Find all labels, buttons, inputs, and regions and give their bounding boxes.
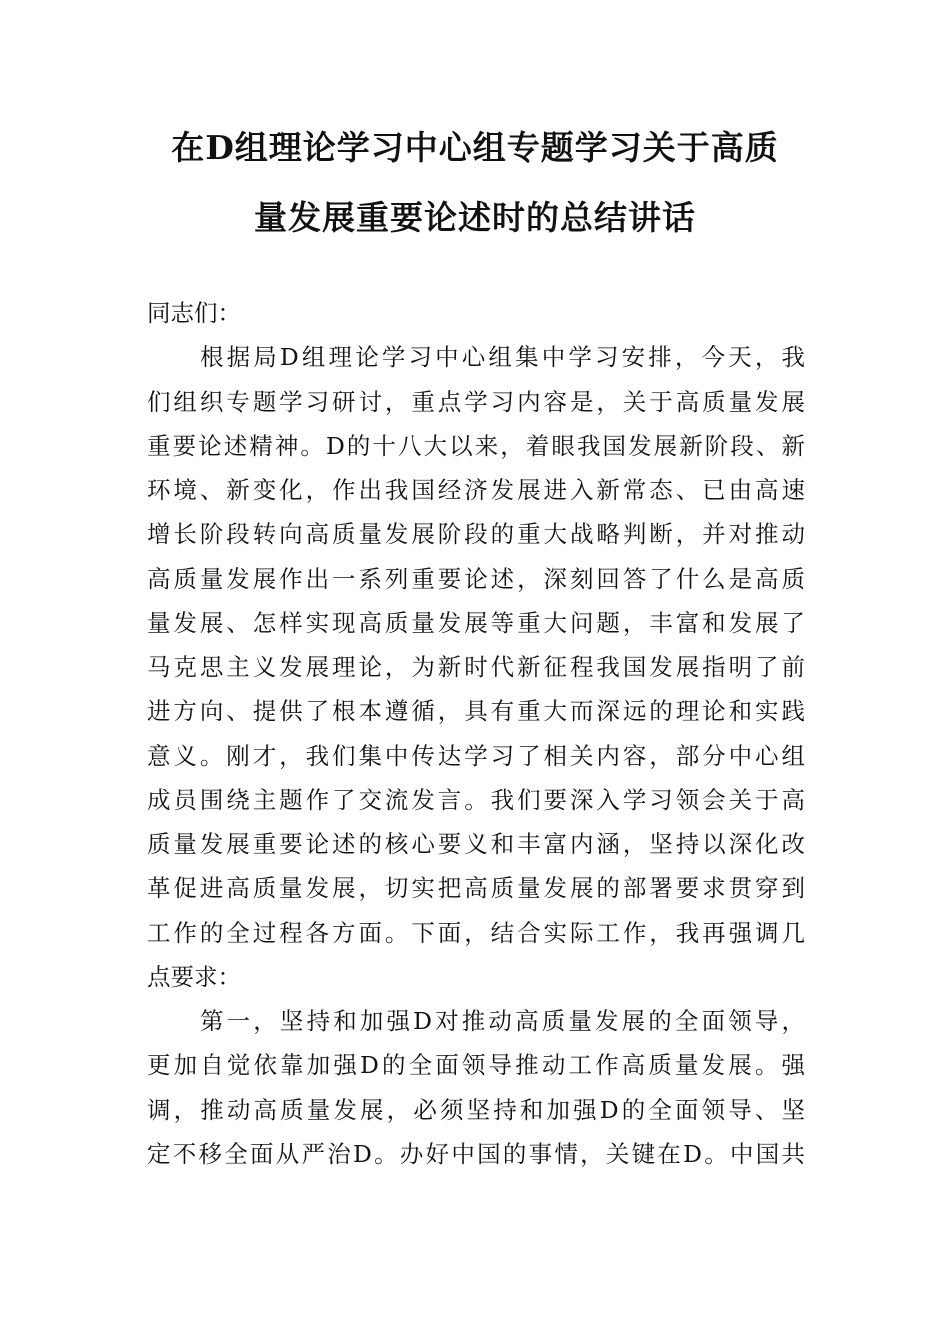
paragraph-2-line: 更加自觉依靠加强D的全面领导推动工作高质量发展。强 [147, 1051, 805, 1080]
paragraph-1-line: 质量发展重要论述的核心要义和丰富内涵，坚持以深化改 [147, 830, 805, 858]
paragraph-1-line: 进方向、提供了根本遵循，具有重大而深远的理论和实践 [147, 697, 805, 726]
paragraph-1-line: 环境、新变化，作出我国经济发展进入新常态、已由高速 [147, 476, 805, 504]
paragraph-2-line: 调，推动高质量发展，必须坚持和加强D的全面领导、坚 [147, 1095, 805, 1124]
document-title-line-2: 量发展重要论述时的总结讲话 [254, 198, 696, 237]
paragraph-1-line: 高质量发展作出一系列重要论述，深刻回答了什么是高质 [147, 564, 805, 593]
paragraph-1-line: 成员围绕主题作了交流发言。我们要深入学习领会关于高 [147, 785, 805, 814]
salutation: 同志们： [147, 299, 241, 327]
paragraph-1-line: 们组织专题学习研讨，重点学习内容是，关于高质量发展 [147, 387, 805, 416]
paragraph-1-line: 工作的全过程各方面。下面，结合实际工作，我再强调几 [147, 918, 805, 947]
paragraph-1-line: 量发展、怎样实现高质量发展等重大问题，丰富和发展了 [147, 608, 805, 637]
paragraph-1-line: 革促进高质量发展，切实把高质量发展的部署要求贯穿到 [147, 874, 805, 903]
document-title-line-1: 在D组理论学习中心组专题学习关于高质 [171, 128, 779, 167]
paragraph-1-line: 根据局D组理论学习中心组集中学习安排，今天，我 [200, 343, 805, 372]
paragraph-2-line: 定不移全面从严治D。办好中国的事情，关键在D。中国共 [147, 1139, 805, 1168]
paragraph-1-line: 增长阶段转向高质量发展阶段的重大战略判断，并对推动 [147, 520, 805, 549]
paragraph-2-line: 第一，坚持和加强D对推动高质量发展的全面领导， [200, 1007, 805, 1035]
paragraph-1-line: 马克思主义发展理论，为新时代新征程我国发展指明了前 [147, 653, 805, 681]
paragraph-1-line: 点要求： [147, 962, 241, 991]
paragraph-1-line: 意义。刚才，我们集中传达学习了相关内容，部分中心组 [147, 741, 805, 770]
paragraph-1-line: 重要论述精神。D的十八大以来，着眼我国发展新阶段、新 [147, 431, 805, 460]
